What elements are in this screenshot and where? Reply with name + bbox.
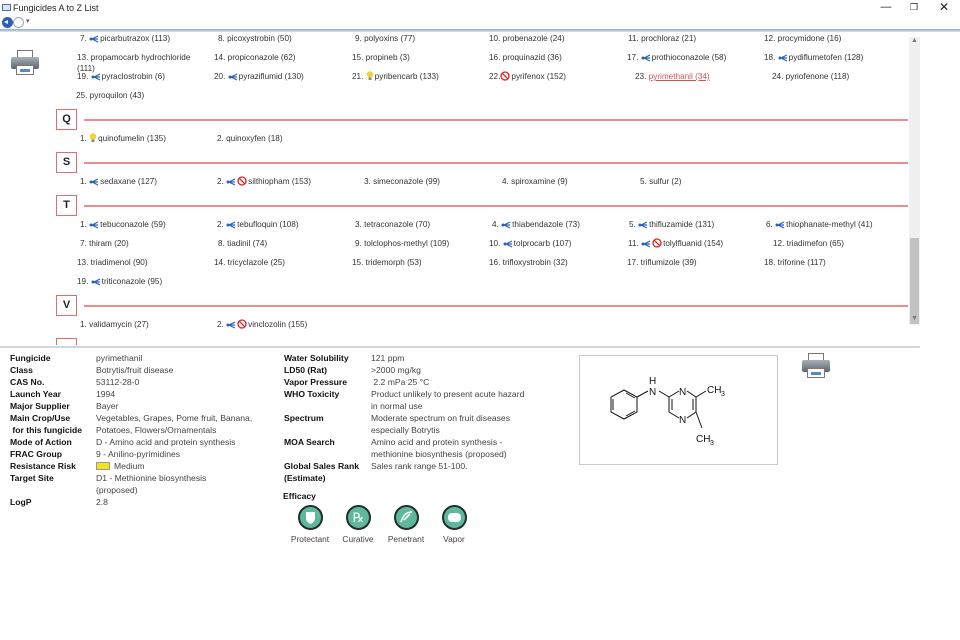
target-site-value: D1 - Methionine biosynthesis [96,473,207,483]
efficacy-curative [333,505,383,544]
list-item[interactable]: 5. sulfur (2) [640,177,682,186]
detail-label: Resistance Risk [10,461,76,471]
list-item[interactable]: 7. thiram (20) [80,239,129,248]
resistance-value: Medium [96,460,145,472]
scroll-thumb[interactable] [910,238,919,324]
crop-value: Vegetables, Grapes, Pome fruit, Banana, [96,413,253,423]
crop-value-cont: Potatoes, Flowers/Ornamentals [96,425,217,435]
detail-label: for this fungicide [10,425,83,435]
list-item[interactable]: 4. spiroxamine (9) [502,177,568,186]
printer-output-icon [807,368,825,378]
detail-label: MOA Search [284,437,335,447]
class-value: Botrytis/fruit disease [96,365,174,375]
section-header-s: S [56,152,77,173]
history-dropdown-icon[interactable]: ▾ [26,18,30,25]
scroll-up-button[interactable]: ▲ [911,37,918,44]
close-button[interactable]: ✕ [938,0,950,14]
moa-search-value[interactable]: Amino acid and protein synthesis - [371,437,503,447]
detail-label: Spectrum [284,413,324,423]
detail-label: Water Solubility [284,353,349,363]
list-item[interactable]: 9. tolclophos-methyl (109) [355,239,450,248]
supplier-value: Bayer [96,401,119,411]
structure-atom-label: N [679,415,687,426]
section-header-t: T [56,195,77,216]
sales-rank-value: Sales rank range 51-100. [371,461,468,471]
section-header-partial [56,338,77,345]
list-item[interactable]: 2. vinclozolin (155) [217,319,307,332]
detail-label: WHO Toxicity [284,389,340,399]
detail-label: LogP [10,497,32,507]
list-item[interactable]: 2. tebufloquin (108) [217,219,299,232]
structure-atom-label: H [649,376,657,387]
shield-icon [298,505,323,530]
list-item[interactable]: 18. triforine (117) [764,258,826,267]
structure-atom-label: 3 [721,391,725,398]
efficacy-label: Penetrant [387,534,425,544]
list-item[interactable]: 19. pyraclostrobin (6) [77,71,165,84]
list-item-selected[interactable]: 23. pyrimethanil (34) [635,72,710,81]
navigation-bar [0,16,960,29]
chemical-structure [580,356,776,463]
maximize-button[interactable]: ❐ [909,2,919,12]
app-icon [2,4,11,11]
list-item[interactable]: 8. tiadinil (74) [218,239,268,248]
mode-icon [228,73,238,84]
frac-value: 9 - Anilino-pyrimidines [96,449,181,459]
mode-icon [226,321,236,332]
prohibited-icon [237,176,247,189]
leaf-icon [394,505,419,530]
nav-divider [0,29,960,32]
detail-label: Class [10,365,33,375]
mode-icon [641,54,651,65]
detail-label: Main Crop/Use [10,413,71,423]
detail-label: Mode of Action [10,437,72,447]
list-item[interactable]: 2. silthiopham (153) [217,176,311,189]
prohibited-icon [237,319,247,332]
list-item[interactable]: 25. pyroquilon (43) [76,91,145,100]
who-toxicity-value: Product unlikely to present acute hazard [371,389,525,399]
list-item[interactable]: 6. thiophanate-methyl (41) [766,219,873,232]
scroll-down-button[interactable]: ▼ [911,315,918,322]
solubility-value: 121 ppm [371,353,405,363]
back-button[interactable] [2,17,13,28]
target-site-value-cont: (proposed) [96,485,138,495]
list-item[interactable]: 1. sedaxane (127) [80,176,157,189]
mode-icon [91,278,101,289]
list-item[interactable]: 9. polyoxins (77) [355,34,416,43]
prohibited-icon [500,71,510,84]
section-divider [84,162,908,164]
list-item[interactable]: 3. simeconazole (99) [364,177,441,186]
fungicide-list-pane [0,33,920,345]
list-item[interactable]: 22. pyrifenox (152) [489,71,566,84]
pane-splitter[interactable] [0,346,920,348]
detail-label: CAS No. [10,377,45,387]
detail-label: LD50 (Rat) [284,365,327,375]
efficacy-protectant [285,505,335,544]
list-item[interactable]: 21. pyribencarb (133) [352,71,439,84]
structure-atom-label: 3 [710,440,714,447]
list-item[interactable]: 3. tetraconazole (70) [355,220,431,229]
efficacy-vapor [429,505,479,544]
list-item[interactable]: 12. triadimefon (65) [773,239,845,248]
mode-icon [641,240,651,251]
list-item[interactable]: 11. prochloraz (21) [628,34,697,43]
list-item[interactable]: 14. tricyclazole (25) [214,258,286,267]
who-toxicity-value-cont: in normal use [371,401,423,411]
mode-icon [638,221,648,232]
spectrum-value-cont: especially Botrytis [371,425,440,435]
list-item[interactable]: 12. procymidone (16) [764,34,842,43]
svg-text:℞: ℞ [352,510,364,525]
mode-icon [775,221,785,232]
moa-value: D - Amino acid and protein synthesis [96,437,236,447]
efficacy-title: Efficacy [283,491,316,501]
efficacy-label: Protectant [290,534,330,544]
list-item[interactable]: 15. propineb (3) [352,53,410,62]
list-item[interactable]: 16. trifloxystrobin (32) [489,258,568,267]
mode-icon [778,54,788,65]
mode-icon [501,221,511,232]
detail-label: (Estimate) [284,473,326,483]
structure-atom-label: CH [696,434,711,445]
list-item[interactable]: 20. pyraziflumid (130) [214,71,304,84]
chemical-structure-panel [579,355,778,465]
list-item[interactable]: 5. thifluzamide (131) [629,219,714,232]
cas-value: 53112-28-0 [96,377,140,387]
list-item[interactable]: 18. pydiflumetofen (128) [764,52,863,65]
forward-button[interactable] [13,17,24,28]
moa-search-value-cont[interactable]: methionine biosynthesis (proposed) [371,449,507,459]
ld50-value: >2000 mg/kg [371,365,421,375]
structure-atom-label: CH [707,385,722,396]
structure-atom-label: N [649,387,657,398]
list-item[interactable]: 4. thiabendazole (73) [492,219,580,232]
minimize-button[interactable]: — [880,1,892,13]
list-item[interactable]: 16. proquinazid (36) [489,53,562,62]
list-item[interactable]: 15. tridemorph (53) [352,258,422,267]
detail-label: Launch Year [10,389,61,399]
bulb-icon [366,71,374,84]
section-divider [84,305,908,307]
detail-label: Major Supplier [10,401,70,411]
detail-label: Target Site [10,473,54,483]
spectrum-value: Moderate spectrum on fruit diseases [371,413,510,423]
detail-label: Global Sales Rank [284,461,359,471]
section-divider [84,119,908,121]
section-header-v: V [56,295,77,316]
cloud-icon [442,505,467,530]
fungicide-name-value: pyrimethanil [96,353,143,363]
efficacy-penetrant [381,505,431,544]
mode-icon [91,73,101,84]
list-item[interactable]: 1. quinofumelin (135) [80,133,166,146]
list-item[interactable]: 2. quinoxyfen (18) [217,134,283,143]
list-item[interactable]: 13. propamocarb hydrochloride (111) [77,53,191,73]
list-item[interactable]: 11. tolylfluanid (154) [628,238,723,251]
window-title: Fungicides A to Z List [13,3,99,13]
list-item[interactable]: 14. propiconazole (62) [214,53,296,62]
launch-year-value: 1994 [96,389,116,399]
efficacy-label: Curative [342,534,374,544]
mode-icon [226,178,236,189]
mode-icon [89,221,99,232]
mode-icon [89,178,99,189]
list-item[interactable]: 8. picoxystrobin (50) [218,34,292,43]
vapor-pressure-value: 2.2 mPa 25 °C [371,377,430,387]
rx-icon [346,505,371,530]
efficacy-label: Vapor [443,534,465,544]
mode-icon [226,221,236,232]
title-bar [0,0,960,16]
list-item[interactable]: 17. prothioconazole (58) [627,52,726,65]
section-header-q: Q [56,109,77,130]
list-item[interactable]: 24. pyriofenone (118) [772,72,850,81]
list-item[interactable]: 1. validamycin (27) [80,320,149,329]
section-divider [84,205,908,207]
print-details-button[interactable] [802,353,830,379]
list-item[interactable]: 10. tolprocarb (107) [489,238,571,251]
bulb-icon [89,133,97,146]
prohibited-icon [652,238,662,251]
list-item[interactable]: 1. tebuconazole (59) [80,219,166,232]
logp-value: 2.8 [96,497,108,507]
mode-icon [89,35,99,46]
mode-icon [503,240,513,251]
list-item[interactable]: 13. triadimenol (90) [77,258,148,267]
list-item[interactable]: 19. triticonazole (95) [77,276,162,289]
list-item[interactable]: 17. triflumizole (39) [627,258,697,267]
detail-label: FRAC Group [10,449,63,459]
list-item[interactable]: 7. picarbutrazox (113) [80,33,170,46]
structure-atom-label: N [679,387,687,398]
list-item[interactable]: 10. probenazole (24) [489,34,565,43]
detail-label: Vapor Pressure [284,377,348,387]
detail-label: Fungicide [10,353,51,363]
resistance-swatch [96,462,110,470]
